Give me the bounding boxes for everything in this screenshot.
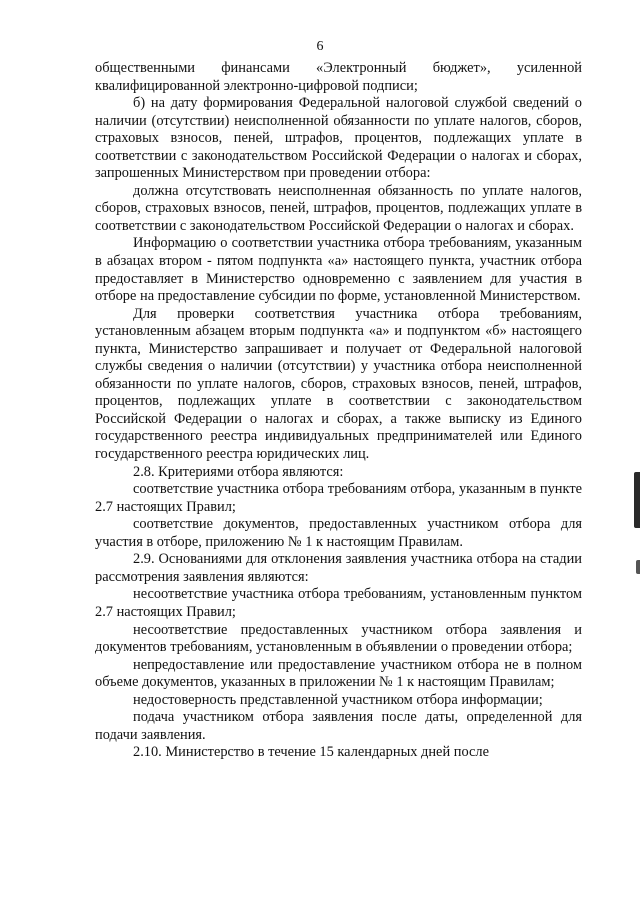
paragraph-continuation: общественными финансами «Электронный бюджет», усиленной квалифицированной электронно-цифровой подписи; [95,60,582,94]
paragraph-section-2-10: 2.10. Министерство в течение 15 календарных дней после [133,744,489,761]
paragraph-criteria-requirements: соответствие участника отбора требованиям отбора, указанным в пункте 2.7 настоящих Правил; [95,481,582,515]
document-body [95,60,582,762]
paragraph-criteria-documents: соответствие документов, предоставленных участником отбора для участия в отборе, приложению № 1 к настоящим Правилам. [95,516,582,550]
paragraph-rejection-documents: несоответствие предоставленных участником отбора заявления и документов требованиям, установленным в объявлении о проведении отбора; [95,621,582,656]
paragraph-section-2-9: 2.9. Основаниями для отклонения заявления участника отбора на стадии рассмотрения заявления являются: [95,551,582,585]
paragraph-subitem-b: б) на дату формирования Федеральной налоговой службой сведений о наличии (отсутствии) неисполненной обязанности по уплате налогов, сборов, страховых взносов, пеней, штрафов, процентов, подлежащих уплате в соответствии с законодательством Российской Федерации о налогах и сборах, запрошенных Министерством при проведении отбора: [95,95,582,182]
page-number: 6 [316,39,324,54]
paragraph-rejection-unreliable: недостоверность представленной участником отбора информации; [133,691,543,708]
paragraph-compliance-info: Информацию о соответствии участника отбора требованиям, указанным в абзацах втором - пятом подпункта «а» настоящего пункта, участник отбора предоставляет в Министерство одновременно с заявлением для участия в отборе на предоставление субсидии по форме, установленной Министерством. [95,235,582,305]
paragraph-verification: Для проверки соответствия участника отбора требованиям, установленным абзацем вторым подпункта «а» и подпунктом «б» настоящего пункта, Министерство запрашивает и получает от Федеральной налоговой службы сведения о наличии (отсутствии) у участника отбора неисполненной обязанности по уплате налогов, сборов, страховых взносов, пеней, штрафов, процентов, подлежащих уплате в соответствии с законодательством Российской Федерации о налогах и сборах, а также выписку из Единого государственного реестра индивидуальных предпринимателей или Единого государственного реестра юридических лиц. [95,305,582,463]
paragraph-rejection-incomplete: непредоставление или предоставление участником отбора не в полном объеме документов, указанных в приложении № 1 к настоящим Правилам; [95,656,582,691]
paragraph-rejection-requirements: несоответствие участника отбора требованиям, установленным пунктом 2.7 настоящих Правил; [95,586,582,620]
binding-edge-mark-small [636,560,640,574]
paragraph-rejection-late: подача участником отбора заявления после даты, определенной для подачи заявления. [95,709,582,743]
paragraph-section-2-8: 2.8. Критериями отбора являются: [133,463,344,480]
binding-edge-mark [634,472,640,528]
paragraph-no-tax-debt: должна отсутствовать неисполненная обязанность по уплате налогов, сборов, страховых взносов, пеней, штрафов, процентов, подлежащих уплате в соответствии с законодательством Российской Федерации о налогах и сборах. [95,182,582,234]
